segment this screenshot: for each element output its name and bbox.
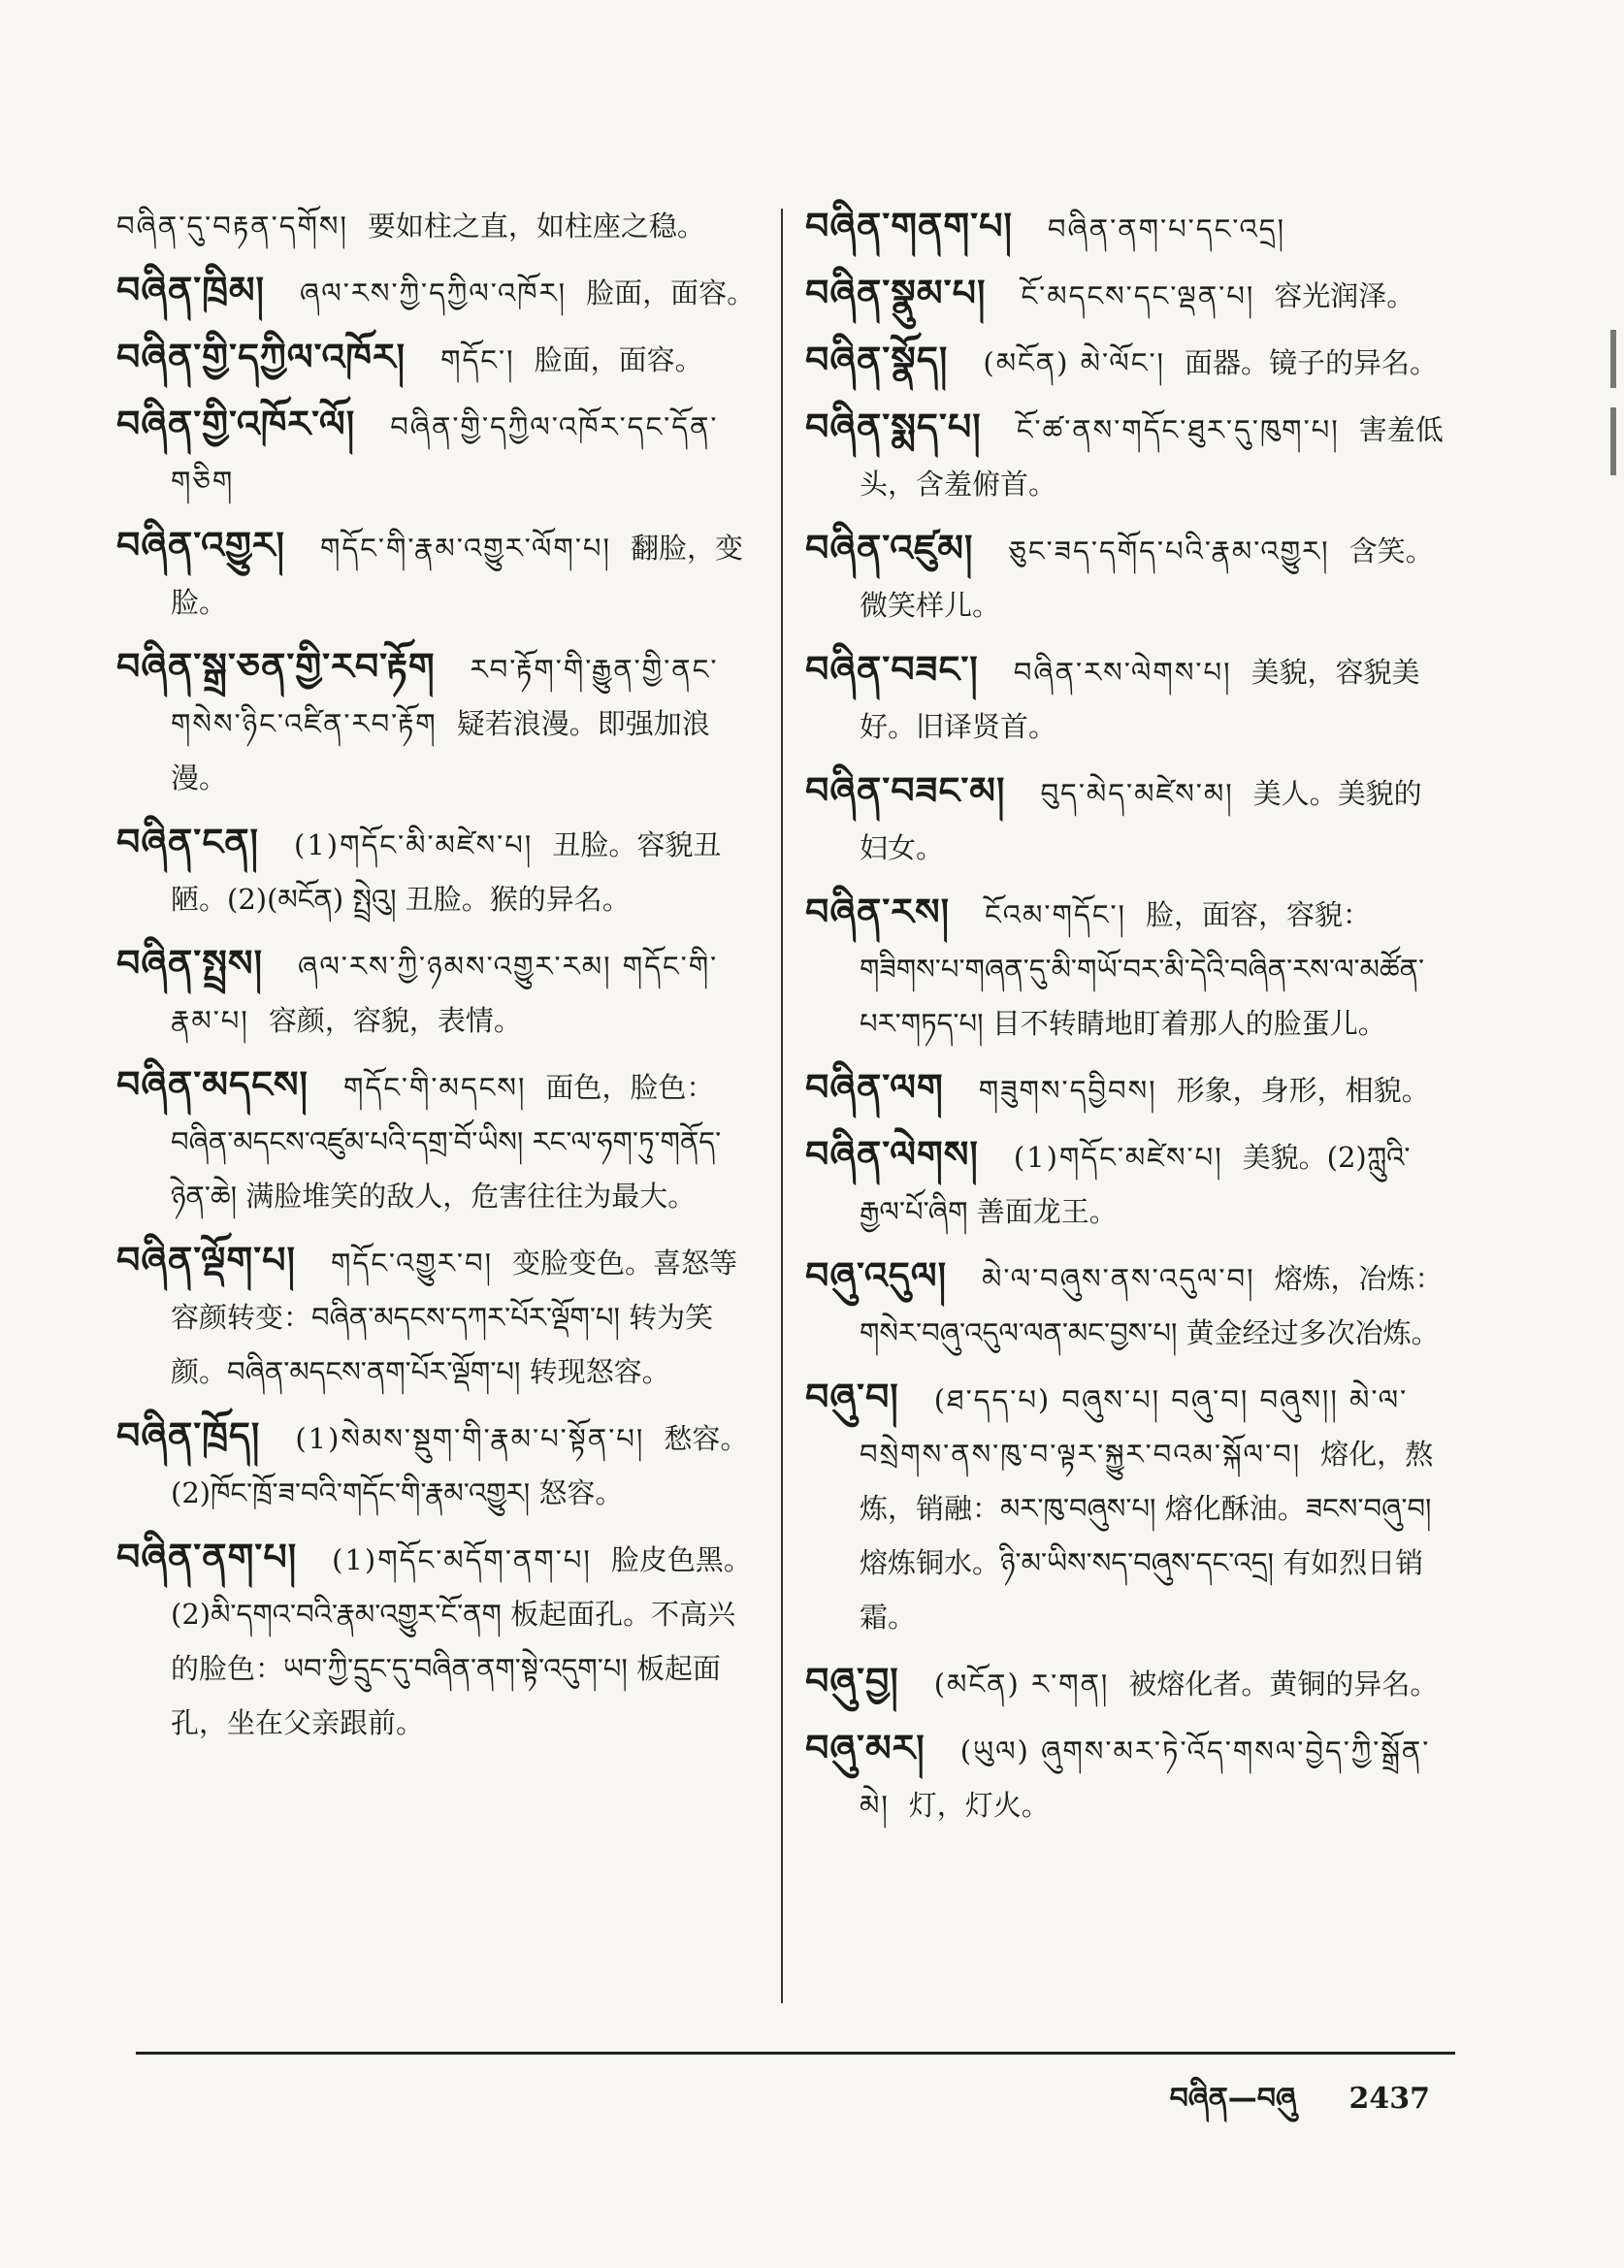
chinese-definition: 被熔化者。黄铜的异名。: [1128, 1668, 1439, 1701]
page-number: 2437: [1348, 2082, 1430, 2116]
chinese-definition: 面器。镜子的异名。: [1184, 346, 1438, 379]
headword: བཞིན་འཛུམ།: [805, 527, 974, 569]
tibetan-gloss: གདོང་འགྱུར་བ།: [330, 1247, 494, 1280]
tibetan-gloss: ཞལ་རས་ཀྱི་ཉམས་འགྱུར་རམ། གདོང་གི་རྣམ་པ།: [171, 950, 719, 1037]
chinese-definition: 含笑。微笑样儿。: [860, 535, 1434, 622]
tibetan-gloss: (1)གདོང་མདོག་ནག་པ།: [332, 1543, 592, 1576]
dictionary-entry: [805, 1654, 1445, 1711]
tibetan-gloss: (མངོན) ར་གན།: [933, 1668, 1110, 1701]
dictionary-entry: [805, 1127, 1445, 1239]
chinese-definition: 脸，面容，容貌：གཟིགས་པ་གཞན་དུ་མི་གཡོ་བར་མི་དེའི་བཞིན་རས་ལ་མཚོན་པར་གཏད་པ། 目不转睛地盯着那人的脸蛋儿。: [860, 898, 1425, 1040]
tibetan-gloss: གདོང་།: [440, 343, 515, 376]
dictionary-entry: [805, 885, 1445, 1051]
chinese-definition: 容光润泽。: [1274, 279, 1415, 312]
headword: བཞིན་གྱི་དཀྱིལ་འཁོར།: [116, 336, 406, 378]
headword: བཞིན་ཁྲོད།: [116, 1414, 261, 1457]
dictionary-entry: [805, 400, 1445, 511]
chinese-definition: 害羞低头，含羞俯首。: [860, 413, 1444, 501]
dictionary-entry: [116, 1057, 757, 1223]
tibetan-gloss: གདོང་གི་མདངས།: [342, 1071, 527, 1104]
tibetan-gloss: (ཐ་དད་པ) བཞུས་པ། བཞུ་བ། བཞུས།། མེ་ལ་བསྲེགས་ནས་ཁུ་བ་ལྟར་སྐྱུར་བའམ་སྐོལ་བ།: [860, 1383, 1409, 1471]
chinese-definition: 变脸变色。喜怒等容颜转变：བཞིན་མདངས་དཀར་པོར་ལྡོག་པ། 转为笑颜。བཞིན་མདངས་ནག་པོར་ལྡོག་པ། 转现怒容。: [171, 1247, 738, 1388]
headword: བཞིན་སྣོད།: [805, 339, 949, 381]
headword: བཞུ་འདུལ།: [805, 1254, 948, 1297]
dictionary-entry: [116, 1409, 757, 1520]
tibetan-gloss: བཞིན་གྱི་དཀྱིལ་འཁོར་དང་དོན་གཅིག: [171, 410, 719, 498]
tibetan-gloss: (1)གདོང་མཛེས་པ།: [1013, 1141, 1223, 1174]
dictionary-entry: [805, 266, 1445, 323]
column-divider: [781, 209, 783, 2003]
tibetan-gloss: ངོ་མདངས་དང་ལྡན་པ།: [1021, 279, 1255, 312]
tibetan-gloss: བུད་མེད་མཛེས་མ།: [1040, 777, 1234, 810]
tibetan-gloss: བཞིན་ནག་པ་དང་འདྲ།: [1047, 212, 1286, 245]
dictionary-entry: [805, 199, 1445, 256]
headword: བཞིན་ལེགས།: [805, 1133, 979, 1176]
chinese-definition: 愁容。(2)ཁོང་ཁྲོ་ཟ་བའི་གདོང་གི་རྣམ་འགྱུར། 怒容。: [171, 1422, 749, 1509]
guide-words: བཞིན—བཞུ: [1169, 2082, 1297, 2116]
headword: བཞུ་མར།: [805, 1727, 926, 1769]
dictionary-entry: [805, 1060, 1445, 1118]
dictionary-entry: [116, 1233, 757, 1399]
dictionary-entry: [805, 1721, 1445, 1832]
chinese-definition: 面色，脸色：བཞིན་མདངས་འཛུམ་པའི་དགྲ་བོ་ཡིས། རང་ལ་ཧག་ཏུ་གནོད་ཉེན་ཆེ། 满脸堆笑的敌人，危害往往为最大。: [171, 1071, 722, 1213]
dictionary-entry: [805, 1370, 1445, 1644]
headword: བཞིན་རས།: [805, 891, 951, 933]
tibetan-gloss: (1)གདོང་མི་མཛེས་པ།: [294, 828, 534, 861]
dictionary-entry: [116, 936, 757, 1048]
headword: བཞིན་འགྱུར།: [116, 524, 285, 567]
chinese-definition: 脸皮色黑。(2)མི་དགའ་བའི་རྣམ་འགྱུར་ངོ་ནག 板起面孔。不高兴的脸色：ཡབ་ཀྱི་དྲུང་དུ་བཞིན་ནག་སྟེ་འདུག་པ། 板起面孔，坐在父亲跟前。: [171, 1543, 752, 1739]
chinese-definition: 要如柱之直，如柱座之稳。: [367, 210, 705, 243]
tibetan-gloss: ངོ་ཚ་ནས་གདོང་ཐུར་དུ་ཁུག་པ།: [1016, 413, 1340, 446]
tibetan-gloss: (1)སེམས་སྡུག་གི་རྣམ་པ་སྟོན་པ།: [295, 1422, 645, 1455]
headword: བཞིན་སྒྲ་ཅན་གྱི་རབ་རྟོག: [116, 645, 436, 688]
tibetan-gloss: མེ་ལ་བཞུས་ནས་འདུལ་བ།: [982, 1262, 1255, 1295]
chinese-definition: 形象，身形，相貌。: [1176, 1074, 1430, 1107]
scan-edge-mark: [1610, 407, 1616, 475]
dictionary-entry: [116, 397, 757, 508]
tibetan-gloss: བཞིན་རས་ལེགས་པ།: [1013, 656, 1232, 689]
headword: བཞིན་གནག་པ།: [805, 205, 1013, 247]
chinese-definition: 熔化，熬炼，销融：མར་ཁུ་བཞུས་པ། 熔化酥油。ཟངས་བཞུ་བ། 熔炼铜水。ཉི་མ་ཡིས་སད་བཞུས་དང་འདྲ། 有如烈日销霜。: [860, 1438, 1434, 1634]
dictionary-entry: [116, 1530, 757, 1750]
headword: བཞིན་བཟང་།: [805, 648, 979, 691]
headword: བཞིན་སྤྲས།: [116, 942, 264, 985]
headword: བཞིན་ཁྲིམ།: [116, 269, 265, 311]
tibetan-gloss: ཅུང་ཟད་དགོད་པའི་རྣམ་འགྱུར།: [1008, 535, 1330, 567]
dictionary-entry: [805, 521, 1445, 632]
tibetan-gloss: ཞལ་རས་ཀྱི་དཀྱིལ་འཁོར།: [300, 276, 568, 309]
chinese-definition: 灯，灯火。: [908, 1789, 1050, 1822]
chinese-definition: 美貌。(2)ཀླུའི་རྒྱལ་པོ་ཞིག 善面龙王。: [860, 1141, 1411, 1228]
chinese-definition: 疑若浪漫。即强加浪漫。: [171, 707, 710, 794]
dictionary-entry: [116, 518, 757, 630]
chinese-definition: 熔炼，冶炼：གསེར་བཞུ་འདུལ་ལན་མང་བྱས་པ། 黄金经过多次冶炼。: [860, 1262, 1444, 1349]
dictionary-entry: [116, 330, 757, 387]
left-column: [116, 199, 757, 1760]
chinese-definition: 丑脸。容貌丑陋。(2)(མངོན) སྤྲེའུ། 丑脸。猴的异名。: [171, 828, 722, 916]
scan-edge-mark: [1610, 330, 1616, 388]
tibetan-gloss: གཟུགས་དབྱིབས།: [978, 1074, 1157, 1107]
tibetan-gloss: གདོང་གི་རྣམ་འགྱུར་ལོག་པ།: [319, 532, 611, 565]
chinese-definition: 容颜，容貌，表情。: [268, 1004, 522, 1037]
headword: བཞིན་ནག་པ།: [116, 1536, 298, 1578]
tibetan-gloss: (ཡུལ) ཞུགས་མར་ཏེ་འོད་གསལ་བྱེད་ཀྱི་སྒྲོན་མེ།: [860, 1734, 1431, 1822]
dictionary-entry: [805, 642, 1445, 754]
headword: བཞུ་བ།: [805, 1376, 899, 1418]
headword: བཞིན་ལྡོག་པ།: [116, 1239, 296, 1281]
tibetan-gloss: རབ་རྟོག་གི་རྒྱུན་གྱི་ནང་གསེས་ཉིང་འཛིན་རབ་རྟོག: [171, 653, 719, 740]
tibetan-gloss: བཞིན་དུ་བརྟན་དགོས།: [116, 210, 348, 243]
chinese-definition: 美人。美貌的妇女。: [860, 777, 1422, 864]
dictionary-entry: [805, 763, 1445, 875]
headword: བཞིན་བཟང་མ།: [805, 769, 1006, 812]
footer-rule: [136, 2052, 1455, 2055]
chinese-definition: 美貌，容貌美好。旧译贤首。: [860, 656, 1420, 743]
dictionary-entry: [116, 263, 757, 320]
page-footer: [1170, 2066, 1430, 2148]
dictionary-entry: [805, 333, 1445, 390]
chinese-definition: 脸面，面容。: [586, 276, 756, 309]
headword: བཞིན་གྱི་འཁོར་ལོ།: [116, 403, 356, 445]
dictionary-entry: [116, 815, 757, 926]
dictionary-entry: [116, 199, 757, 253]
headword: བཞིན་སྨད་པ།: [805, 405, 982, 448]
headword: བཞུ་བྱ།: [805, 1660, 899, 1702]
right-column: [805, 199, 1445, 1842]
tibetan-gloss: ངོའམ་གདོང་།: [985, 898, 1126, 931]
dictionary-entry: [805, 1248, 1445, 1360]
tibetan-gloss: (མངོན) མེ་ལོང་།: [983, 346, 1165, 379]
chinese-definition: 翻脸，变脸。: [171, 532, 743, 619]
headword: བཞིན་ལག: [805, 1066, 944, 1109]
headword: བཞིན་ངན།: [116, 821, 259, 863]
dictionary-entry: [116, 639, 757, 805]
chinese-definition: 脸面，面容。: [534, 343, 703, 376]
headword: བཞིན་མདངས།: [116, 1063, 309, 1106]
headword: བཞིན་སྣུམ་པ།: [805, 272, 987, 314]
